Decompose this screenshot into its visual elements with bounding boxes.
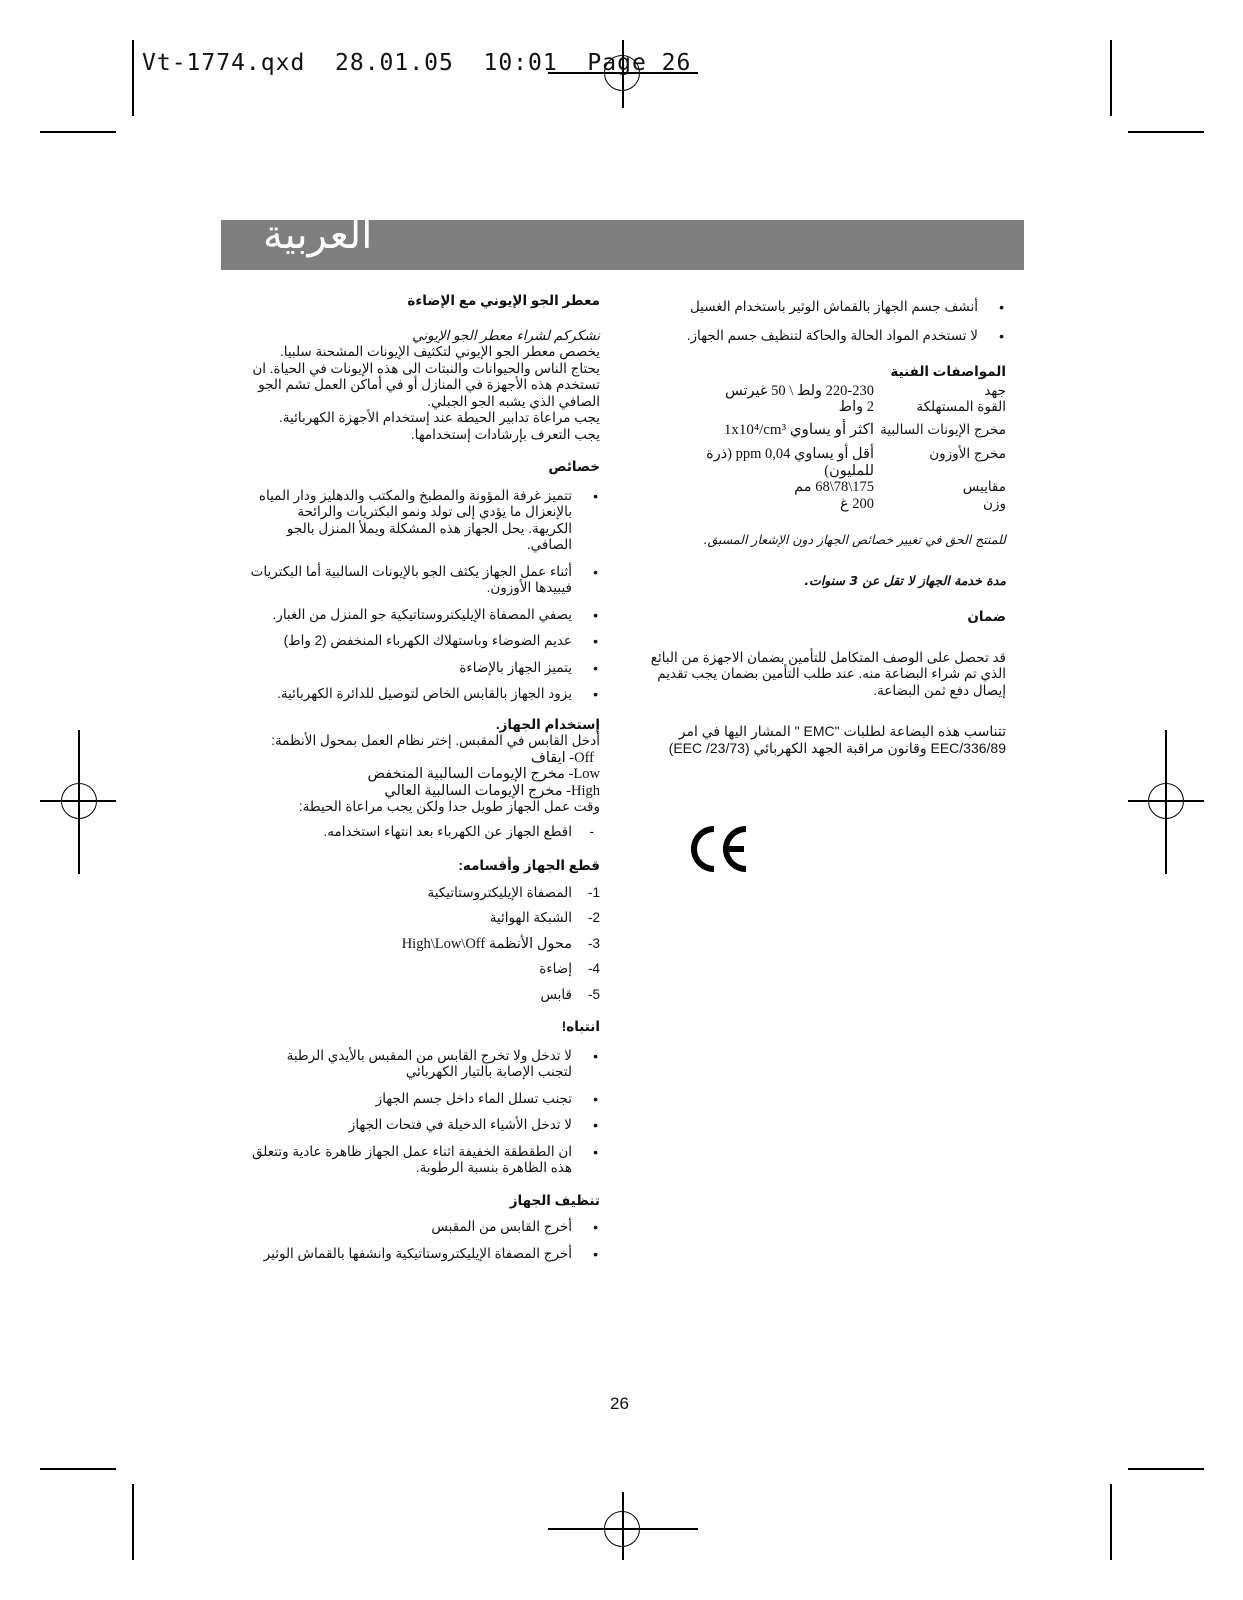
spec-row (650, 399, 1006, 416)
section-title: ضمان (967, 609, 1006, 624)
service-life: مدة خدمة الجهاز لا تقل عن 3 سنوات. (804, 572, 1006, 588)
warranty-text: قد تحصل على الوصف المتكامل للتأمين بضمان الاجهزة من البائع الذي تم شراء البضاعة منه. عند طلب التأمين بضمان يجب تقديم إيصال دفع ثمن البضاعة. (650, 649, 1006, 698)
list-item: • أنشف جسم الجهاز بالقماش الوثير باستخدام الغسيل (650, 299, 1006, 316)
ce-mark-logo (688, 824, 750, 878)
spec-value: أقل أو يساوي 0,04 ppm (ذرة للمليون) (706, 446, 874, 479)
list-item: • لا تدخل ولا تخرج القابس من المقبس بالأيدي الرطبة لتجنب الإصابة بالتيار الكهربائي (250, 1048, 600, 1081)
crop-mark (1128, 1468, 1204, 1470)
right-column (250, 293, 600, 1262)
part-label: الشبكة الهوائية (489, 910, 572, 925)
specs-table (650, 383, 1006, 513)
spec-value: 220-230 ولط \ 50 غيرتس (724, 382, 874, 399)
intro-paragraph: يجب مراعاة تدابير الحيطة عند إستخدام الأجهزة الكهربائية. يجب التعرف بإرشادات إستخدامها. (279, 410, 600, 442)
list-item: • أخرج القابس من المقبس (250, 1219, 600, 1236)
rights-note: للمنتج الحق في تغيير خصائص الجهاز دون الإشعار المسبق. (703, 532, 1006, 547)
list-item: • لا تدخل الأشياء الدخيلة في فتحات الجهاز (250, 1117, 600, 1134)
part-number: -3 (587, 935, 600, 951)
usage-text: وقت عمل الجهاز طويل جدا ولكن يجب مراعاة الحيطة: (298, 799, 600, 814)
spec-key: مخرج الأوزون (929, 446, 1006, 461)
section-title: معطر الجو الإيوني مع الإضاءة (407, 293, 600, 308)
list-item: • يتميز الجهاز بالإضاءة (250, 660, 600, 677)
crop-mark (40, 131, 116, 133)
spec-row (650, 446, 1006, 479)
list-item: • ان الطقطقة الخفيفة اثناء عمل الجهاز ظاهرة عادية وتتعلق هذه الظاهرة بنسبة الرطوبة. (250, 1144, 600, 1177)
part-label: محول الأنظمة High\Low\Off (401, 935, 572, 952)
list-item: • أثناء عمل الجهاز يكثف الجو بالإيونات السالبية أما البكتريات فيبيدها الأوزون. (250, 564, 600, 597)
usage-text: أدخل القابس في المقبس. إختر نظام العمل بمحول الأنظمة: (271, 733, 600, 748)
mode-high: High- مخرج الإيومات السالبية العالي (384, 782, 600, 799)
crop-mark (132, 40, 134, 116)
section-title: خصائص (548, 459, 600, 474)
spec-row (650, 479, 1006, 496)
part-number: -2 (587, 910, 600, 925)
part-item (250, 885, 600, 902)
intro-paragraph: يخصص معطر الجو الإيوني لتكثيف الإيونات المشحنة سلبيا. يحتاج الناس والحيوانات والنبتات الى هذه الإيونات في الحياة. ان تستخدم هذه الأجهزة في المنازل أو في أماكن العمل تشم الجو الصافي الذي يشبه الجو الجبلي. (252, 344, 600, 409)
part-item (250, 961, 600, 978)
part-item (250, 936, 600, 953)
list-item: • عديم الضوضاء وباستهلاك الكهرباء المنخفض (2 واط) (250, 633, 600, 650)
list-item: • تتميز غرفة المؤونة والمطبخ والمكتب والدهليز ودار المياه بالإنعزال ما يؤدي إلى تولد ونمو البكتريات والرائحة الكريهة. يحل الجهاز هذه المشكلة ويملأ المنزل بالجو الصافي. (250, 488, 600, 554)
banner-title: العربية (263, 212, 373, 258)
list-item: • يزود الجهاز بالقابس الخاص لتوصيل للدائرة الكهربائية. (250, 686, 600, 703)
section-title: قطع الجهاز وأقسامه: (458, 858, 600, 873)
spec-key: مقاييس (962, 479, 1006, 494)
spec-value: 200 غ (839, 495, 874, 512)
section-title: انتباه! (561, 1019, 600, 1034)
list-item: • تجنب تسلل الماء داخل جسم الجهاز (250, 1091, 600, 1108)
thanks-line: نشكركم لشراء معطر الجو الإيوني (412, 327, 600, 343)
list-item: • يصفي المصفاة الإيليكتروستاتيكية جو المنزل من الغبار. (250, 607, 600, 624)
crop-mark (1110, 1484, 1112, 1560)
spec-key: جهد (984, 382, 1006, 398)
crop-mark (132, 1484, 134, 1560)
file-slug: Vt-1774.qxd 28.01.05 10:01 Page 26 (142, 50, 692, 76)
crop-mark (1110, 40, 1112, 116)
section-title: المواصفات الفنية (890, 364, 1006, 379)
part-label: قابس (540, 986, 572, 1002)
mode-low: Low- مخرج الإيومات السالبية المنخفض (367, 766, 600, 782)
spec-value: اكثر أو يساوي 1x10⁴/cm³ (723, 421, 874, 438)
spec-key: مخرج الإيونات السالبية (880, 421, 1006, 437)
spec-value: 2 واط (838, 399, 874, 415)
left-column (650, 299, 1006, 756)
part-label: إضاءة (539, 961, 572, 976)
mode-off: Off- ايقاف (530, 749, 594, 766)
section-title: تنظيف الجهاز (509, 1192, 600, 1208)
part-item (250, 910, 600, 927)
list-item: • أخرج المصفاة الإيليكتروستاتيكية وانشفها بالقماش الوثير (250, 1246, 600, 1263)
section-title: إستخدام الجهاز. (495, 716, 600, 732)
spec-value: 175\78\68 مم (794, 479, 874, 495)
part-label: المصفاة الإيليكتروستاتيكية (427, 884, 572, 900)
spec-row (650, 383, 1006, 400)
crop-mark (1128, 131, 1204, 133)
spec-key: وزن (983, 495, 1006, 511)
emc-text: تتناسب هذه البضاعة لطلبات "EMC " المشار اليها في امر EEC/336/89 وقانون مراقبة الجهد الكهربائي (23/73/ EEC) (668, 723, 1006, 756)
part-number: -5 (587, 986, 600, 1002)
list-item: • لا تستخدم المواد الحالة والحاكة لتنظيف جسم الجهاز. (650, 328, 1006, 345)
part-number: -1 (587, 884, 600, 900)
spec-row (650, 422, 1006, 439)
crop-mark (40, 1468, 116, 1470)
spec-row (650, 496, 1006, 513)
part-item (250, 987, 600, 1004)
spec-key: القوة المستهلكة (916, 399, 1006, 414)
page-number: 26 (610, 1394, 629, 1413)
part-number: -4 (587, 961, 600, 976)
list-item: - اقطع الجهاز عن الكهرباء بعد انتهاء استخدامه. (250, 824, 600, 841)
